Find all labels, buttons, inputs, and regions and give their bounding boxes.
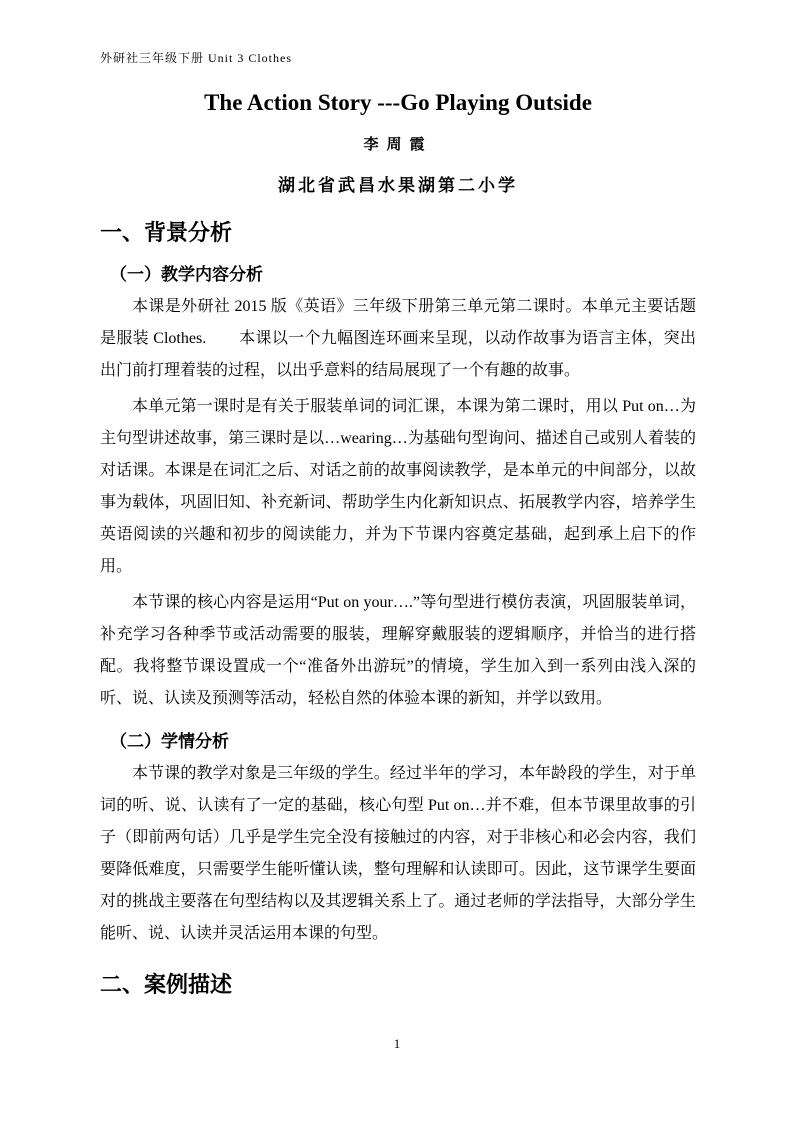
school-name: 湖北省武昌水果湖第二小学	[278, 176, 518, 195]
section-heading-background-analysis: 一、背景分析	[100, 220, 233, 245]
subsection-heading-teaching-content: （一）教学内容分析	[110, 265, 263, 284]
section-heading-case-description: 二、案例描述	[100, 972, 233, 997]
paragraph-lesson-position: 本单元第一课时是有关于服装单词的词汇课，本课为第二课时，用以 Put on…为主句型讲述故事，第三课时是以…wearing…为基础句型询问、描述自己或别人着装的对话课。本课是在词汇之后、对话之前的故事阅读教学，是本单元的中间部分，以故事为载体，巩固旧知、补充新词、帮助学生内化新知识点、拓展教学内容，培养学生英语阅读的兴趣和初步的阅读能力，并为下节课内容奠定基础，起到承上启下的作用。	[100, 398, 696, 575]
paragraph-unit-overview: 本课是外研社 2015 版《英语》三年级下册第三单元第二课时。本单元主要话题是服装 Clothes. 本课以一个九幅图连环画来呈现，以动作故事为语言主体，突出出门前打理着装的过程，以出乎意料的结局展现了一个有趣的故事。	[100, 298, 696, 379]
author-name: 李周霞	[363, 137, 433, 153]
page-header: 外研社三年级下册 Unit 3 Clothes	[100, 51, 293, 65]
paragraph-student-analysis: 本节课的教学对象是三年级的学生。经过半年的学习，本年龄段的学生，对于单词的听、说、认读有了一定的基础，核心句型 Put on…并不难，但本节课里故事的引子（即前两句话）几乎是学生完全没有接触过的内容，对于非核心和必会内容，我们要降低难度，只需要学生能听懂认读，整句理解和认读即可。因此，这节课学生要面对的挑战主要落在句型结构以及其逻辑关系上了。通过老师的学法指导，大部分学生能听、说、认读并灵活运用本课的句型。	[100, 765, 696, 942]
page-number: 1	[393, 1036, 401, 1051]
document-title: The Action Story ---Go Playing Outside	[204, 90, 592, 115]
paragraph-core-content: 本节课的核心内容是运用“Put on your….”等句型进行模仿表演，巩固服装单词，补充学习各种季节或活动需要的服装，理解穿戴服装的逻辑顺序，并恰当的进行搭配。我将整节课设置成一个“准备外出游玩”的情境，学生加入到一系列由浅入深的听、说、认读及预测等活动，轻松自然的体验本课的新知，并学以致用。	[100, 594, 696, 707]
subsection-heading-student-analysis: （二）学情分析	[110, 732, 229, 751]
